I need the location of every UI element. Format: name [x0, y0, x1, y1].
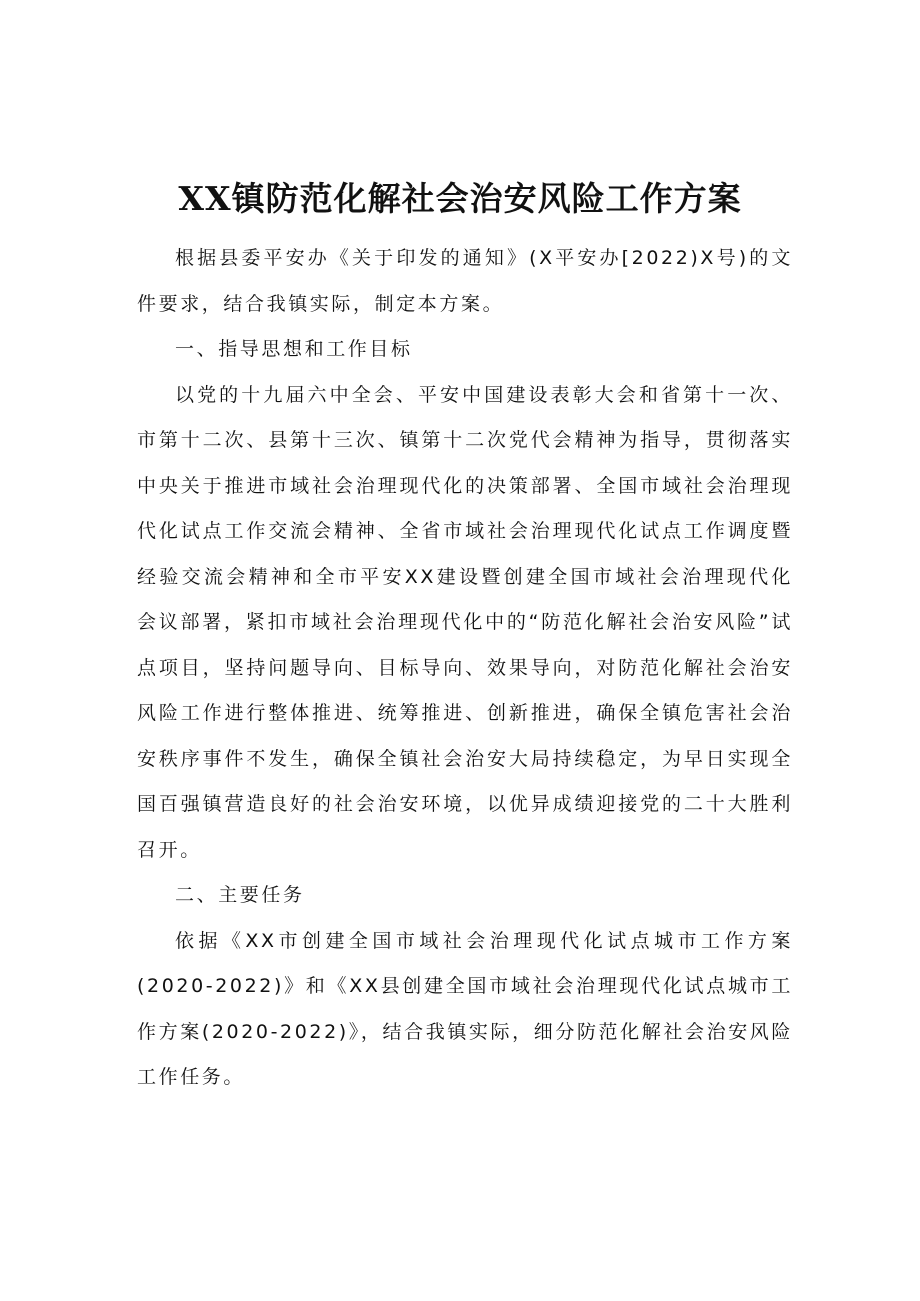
- main-tasks-paragraph: 依据《XX市创建全国市域社会治理现代化试点城市工作方案(2020-2022)》和《XX县创建全国市域社会治理现代化试点城市工作方案(2020-2022)》，结合我镇实际，细分防范化解社会治安风险工作任务。: [137, 929, 793, 1088]
- document-title: XX镇防范化解社会治安风险工作方案: [178, 179, 742, 218]
- section-heading-main-tasks: 二、主要任务: [175, 884, 305, 906]
- document-body: [137, 236, 793, 1101]
- section-heading-guiding-thought: 一、指导思想和工作目标: [175, 338, 413, 360]
- guiding-thought-paragraph: 以党的十九届六中全会、平安中国建设表彰大会和省第十一次、市第十二次、县第十三次、镇第十二次党代会精神为指导，贯彻落实中央关于推进市域社会治理现代化的决策部署、全国市域社会治理现代化试点工作交流会精神、全省市域社会治理现代化试点工作调度暨经验交流会精神和全市平安XX建设暨创建全国市域社会治理现代化会议部署，紧扣市域社会治理现代化中的“防范化解社会治安风险”试点项目，坚持问题导向、目标导向、效果导向，对防范化解社会治安风险工作进行整体推进、统筹推进、创新推进，确保全镇危害社会治安秩序事件不发生，确保全镇社会治安大局持续稳定，为早日实现全国百强镇营造良好的社会治安环境，以优异成绩迎接党的二十大胜利召开。: [137, 383, 793, 861]
- intro-paragraph: 根据县委平安办《关于印发的通知》(X平安办[2022)X号)的文件要求，结合我镇实际，制定本方案。: [137, 247, 793, 315]
